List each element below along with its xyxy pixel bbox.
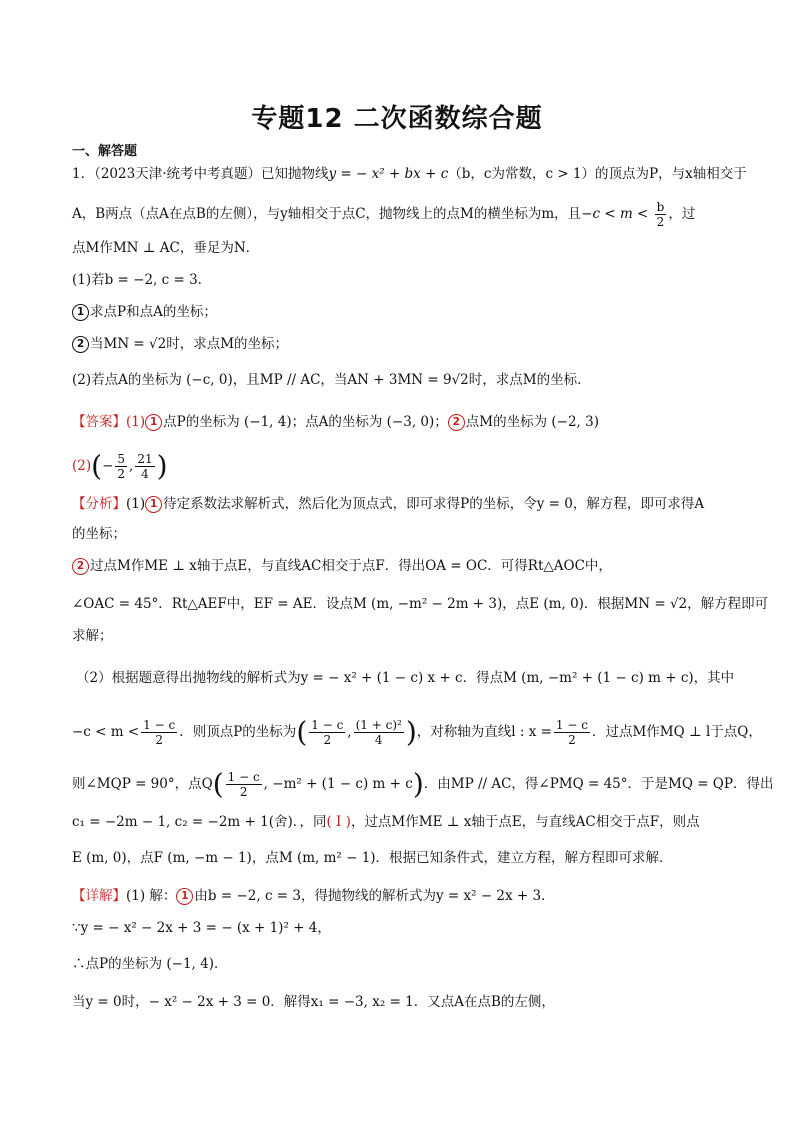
section-heading: 一、解答题	[72, 144, 138, 159]
fraction: $\frac{b}{2}$	[656, 200, 665, 229]
circled-number-icon: 1	[145, 496, 162, 513]
analysis-tag: 【分析】	[72, 496, 126, 512]
question-line-1: 1．（2023天津·统考中考真题）已知抛物线y = − x² + bx + c（b，c为常数，c > 1）的顶点为P，与x轴相交于	[72, 166, 747, 182]
answer-line-2: (2)(− $\frac{5}{2}$ , $\frac{21}{4}$ )	[72, 449, 168, 483]
analysis-line-3: 2 过点M作ME ⊥ x轴于点E，与直线AC相交于点F．得出OA = OC．可得Rt△AOC中，	[72, 556, 612, 576]
analysis-line-1: 【分析】(1) 1 待定系数法求解析式，然后化为顶点式，即可求得P的坐标，令y = 0，解方程，即可求得A	[72, 496, 705, 512]
question-part-1a: 1 求点P和点A的坐标；	[72, 302, 217, 322]
circled-number-icon: 1	[145, 414, 162, 431]
detail-line-1: 【详解】(1) 解： 1 由b = −2, c = 3，得抛物线的解析式为y = x² − 2x + 3．	[72, 888, 555, 904]
page-title: 专题12 二次函数综合题	[251, 104, 543, 134]
analysis-line-4: ∠OAC = 45°．Rt△AEF中，EF = AE．设点M (m, −m² − 2m + 3)，点E (m, 0)．根据MN = √2，解方程即可	[72, 596, 769, 612]
analysis-line-2: 的坐标；	[72, 526, 126, 542]
circled-number-icon: 2	[448, 414, 465, 431]
question-part-1: (1)若b = −2, c = 3．	[72, 272, 212, 288]
question-line-2: A，B两点（点A在点B的左侧），与y轴相交于点C，抛物线上的点M的横坐标为m，且−c < m < $\frac{b}{2}$ ，过	[72, 200, 696, 229]
circled-number-icon: 2	[72, 336, 89, 353]
analysis-line-6: （2）根据题意得出抛物线的解析式为y = − x² + (1 − c) x + c．得点M (m, −m² + (1 − c) m + c)，其中	[76, 670, 735, 686]
analysis-line-8: 则∠MQP = 90°，点Q( $\frac{1 - c}{2}$ , −m² + (1 − c) m + c)．由MP // AC，得∠PMQ = 45°．于是MQ = QP．得出	[72, 767, 774, 801]
detail-line-3: ∴点P的坐标为 (−1, 4)．	[72, 956, 228, 972]
circled-number-icon: 1	[176, 888, 193, 905]
detail-tag: 【详解】	[72, 888, 126, 904]
answer-line-1: 【答案】(1) 1 点P的坐标为 (−1, 4)；点A的坐标为 (−3, 0)； 2 点M的坐标为 (−2, 3)	[72, 414, 599, 430]
analysis-line-9: c₁ = −2m − 1, c₂ = −2m + 1(舍)．，同( I )，过点M作ME ⊥ x轴于点E，与直线AC相交于点F，则点	[72, 814, 700, 830]
question-part-2: (2)若点A的坐标为 (−c, 0)，且MP // AC，当AN + 3MN = 9√2时，求点M的坐标．	[72, 372, 591, 388]
answer-tag: 【答案】	[72, 414, 126, 430]
analysis-line-10: E (m, 0)，点F (m, −m − 1)，点M (m, m² − 1)．根据已知条件式，建立方程，解方程即可求解．	[72, 850, 673, 866]
circled-number-icon: 1	[72, 304, 89, 321]
detail-line-4: 当y = 0时，− x² − 2x + 3 = 0．解得x₁ = −3, x₂ = 1．又点A在点B的左侧，	[72, 994, 555, 1010]
analysis-line-7: −c < m < $\frac{1 - c}{2}$ ．则顶点P的坐标为( $\frac{1 - c}{2}$ , $\frac{\text{(1 + c)²}}{4}$ )，对称轴为直线l : x = $\frac{1 - c}{2}$ ．过点M作MQ ⊥ l于点Q，	[72, 715, 762, 749]
detail-line-2: ∵y = − x² − 2x + 3 = − (x + 1)² + 4，	[72, 920, 331, 936]
question-part-1b: 2 当MN = √2时，求点M的坐标；	[72, 334, 288, 354]
question-line-3: 点M作MN ⊥ AC，垂足为N．	[72, 240, 260, 256]
analysis-line-5: 求解；	[72, 628, 113, 644]
circled-number-icon: 2	[72, 558, 89, 575]
